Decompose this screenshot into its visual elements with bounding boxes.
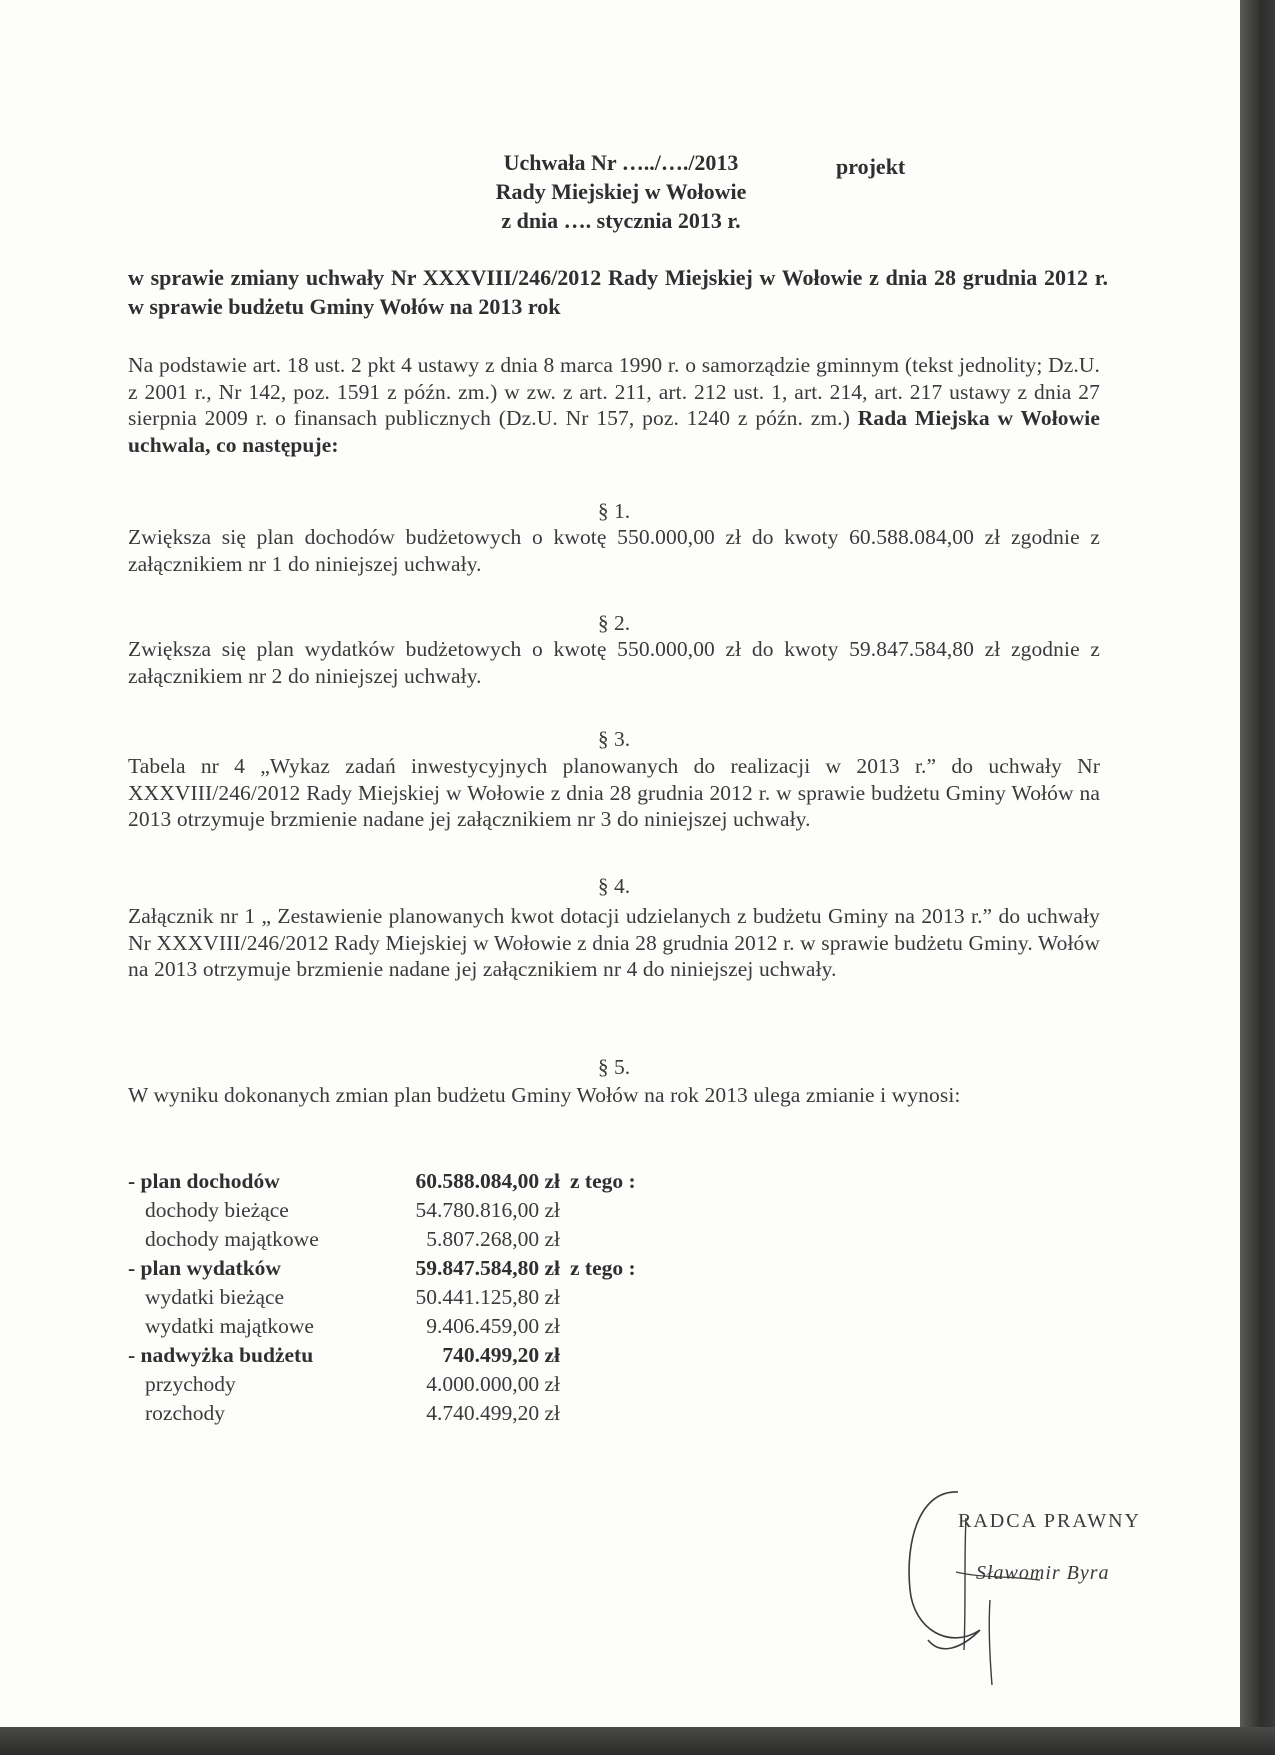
summary-label: - plan wydatków <box>128 1256 281 1280</box>
signature-icon <box>880 1480 1180 1710</box>
summary-row-disbursements <box>128 1399 728 1428</box>
summary-value: 740.499,20 zł <box>442 1343 560 1367</box>
summary-row-revenues <box>128 1370 728 1399</box>
section-text-4: Załącznik nr 1 „ Zestawienie planowanych kwot dotacji udzielanych z budżetu Gminy na 2013 r.” do uchwały Nr XXXVIII/246/2012 Rady Miejskiej w Wołowie z dnia 28 grudnia 2012 r. w sprawie budżetu Gminy. Wołów na 2013 otrzymuje brzmienie nadane jej załącznikiem nr 4 do niniejszej uchwały. <box>128 904 1100 981</box>
resolution-number: Uchwała Nr …../…./2013 <box>503 150 739 175</box>
scan-edge-bottom <box>0 1727 1275 1755</box>
resolution-subject: w sprawie zmiany uchwały Nr XXXVIII/246/2012 Rady Miejskiej w Wołowie z dnia 28 grudnia 2012 r. w sprawie budżetu Gminy Wołów na 2013 rok <box>128 265 1108 319</box>
summary-value: 9.406.459,00 zł <box>426 1314 560 1338</box>
summary-row-current-expenditure <box>128 1283 728 1312</box>
section-text-2: Zwiększa się plan wydatków budżetowych o kwotę 550.000,00 zł do kwoty 59.847.584,80 zł zgodnie z załącznikiem nr 2 do niniejszej uchwały. <box>128 637 1100 688</box>
summary-row-expenditure <box>128 1254 728 1283</box>
section-text-3: Tabela nr 4 „Wykaz zadań inwestycyjnych planowanych do realizacji w 2013 r.” do uchwały Nr XXXVIII/246/2012 Rady Miejskiej w Wołowie z dnia 28 grudnia 2012 r. w sprawie budżetu Gminy Wołów na 2013 otrzymuje brzmienie nadane jej załącznikiem nr 3 do niniejszej uchwały. <box>128 754 1100 831</box>
summary-label: wydatki majątkowe <box>145 1314 314 1338</box>
summary-row-current-income <box>128 1196 728 1225</box>
summary-note: z tego : <box>570 1256 636 1280</box>
section-text-1: Zwiększa się plan dochodów budżetowych o kwotę 550.000,00 zł do kwoty 60.588.084,00 zł zgodnie z załącznikiem nr 1 do niniejszej uchwały. <box>128 525 1100 576</box>
summary-label: - nadwyżka budżetu <box>128 1343 314 1367</box>
draft-label: projekt <box>836 154 906 179</box>
section-mark-4: § 4. <box>597 874 631 898</box>
scan-edge-right <box>1240 0 1275 1755</box>
stamp-name: Sławomir Byra <box>976 1562 1110 1584</box>
budget-summary-table <box>128 1167 728 1428</box>
summary-row-income <box>128 1167 728 1196</box>
summary-value: 5.807.268,00 zł <box>426 1227 560 1251</box>
document-page <box>128 0 1108 1720</box>
legal-counsel-stamp <box>880 1480 1180 1710</box>
section-text-5: W wyniku dokonanych zmian plan budżetu Gminy Wołów na rok 2013 ulega zmianie i wynosi: <box>128 1083 961 1107</box>
summary-value: 50.441.125,80 zł <box>415 1285 560 1309</box>
summary-value: 54.780.816,00 zł <box>415 1198 560 1222</box>
summary-value: 60.588.084,00 zł <box>415 1169 560 1193</box>
summary-label: rozchody <box>145 1401 225 1425</box>
summary-label: wydatki bieżące <box>145 1285 285 1309</box>
resolution-header <box>476 148 936 235</box>
section-mark-1: § 1. <box>597 499 631 523</box>
summary-row-capital-income <box>128 1225 728 1254</box>
council-name: Rady Miejskiej w Wołowie <box>495 179 747 204</box>
legal-basis-paragraph <box>128 352 1100 458</box>
section-mark-5: § 5. <box>597 1055 631 1079</box>
section-mark-3: § 3. <box>597 727 631 751</box>
enacting-formula: Rada Miejska w Wołowie uchwala, co następuje: <box>128 406 1100 457</box>
summary-value: 59.847.584,80 zł <box>415 1256 560 1280</box>
summary-row-capital-expenditure <box>128 1312 728 1341</box>
summary-value: 4.740.499,20 zł <box>426 1401 560 1425</box>
summary-row-surplus <box>128 1341 728 1370</box>
summary-label: dochody bieżące <box>145 1198 289 1222</box>
summary-value: 4.000.000,00 zł <box>426 1372 560 1396</box>
summary-label: - plan dochodów <box>128 1169 280 1193</box>
section-mark-2: § 2. <box>597 611 631 635</box>
summary-label: przychody <box>145 1372 236 1396</box>
stamp-title: RADCA PRAWNY <box>958 1510 1141 1532</box>
summary-label: dochody majątkowe <box>145 1227 319 1251</box>
resolution-date: z dnia …. stycznia 2013 r. <box>501 208 741 233</box>
summary-note: z tego : <box>570 1169 636 1193</box>
legal-basis-text: Na podstawie art. 18 ust. 2 pkt 4 ustawy z dnia 8 marca 1990 r. o samorządzie gminnym (tekst jednolity; Dz.U. z 2001 r., Nr 142, poz. 1591 z późn. zm.) w zw. z art. 211, art. 212 ust. 1, art. 214, art. 217 ustawy z dnia 27 sierpnia 2009 r. o finansach publicznych (Dz.U. Nr 157, poz. 1240 z późn. zm.) <box>128 353 1100 430</box>
